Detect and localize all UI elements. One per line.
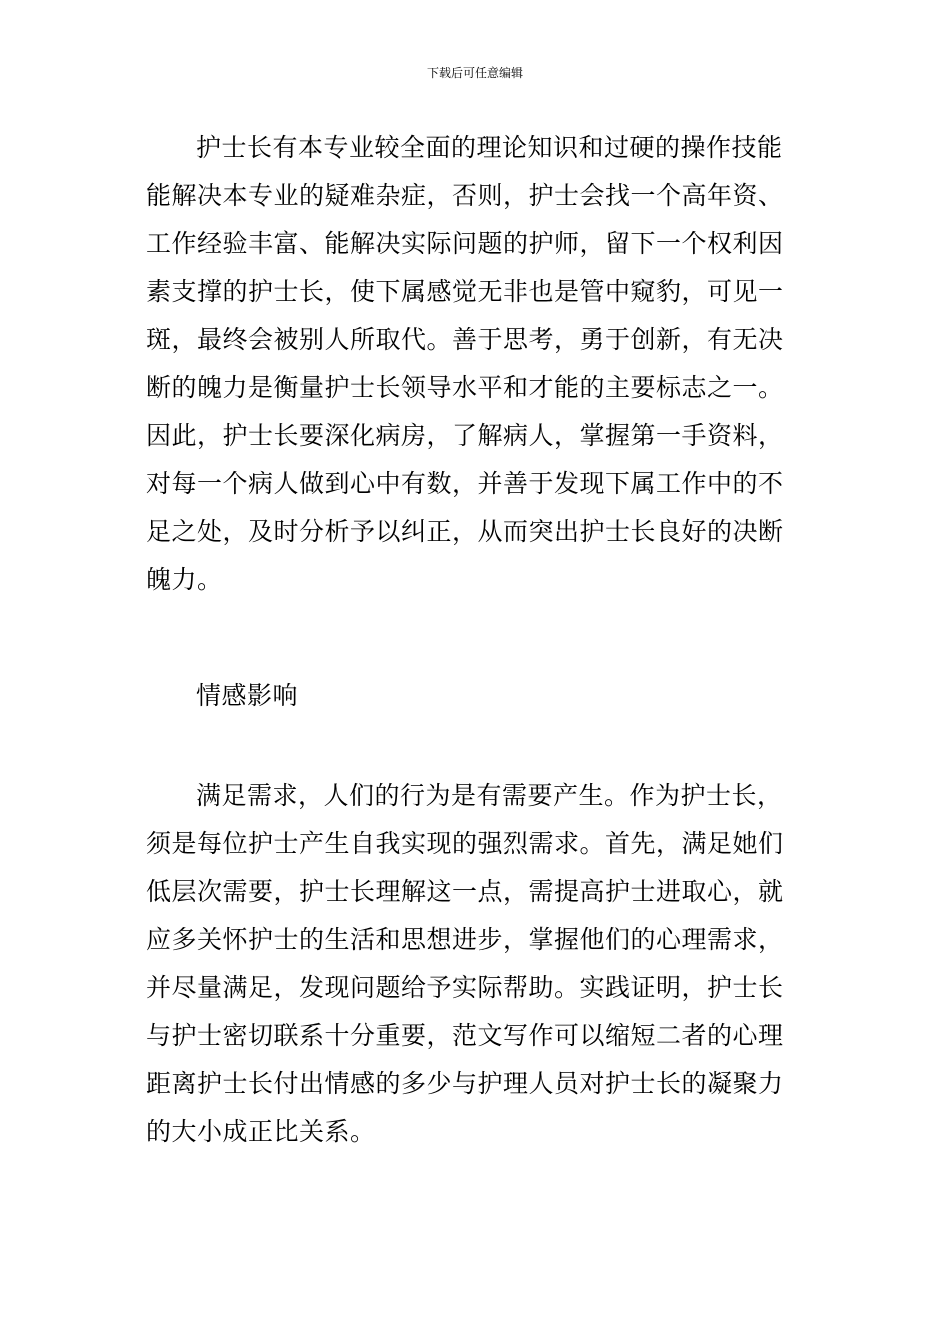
paragraph-line: 距离护士长付出情感的多少与护理人员对护士长的凝聚力 xyxy=(146,1069,784,1098)
paragraph-line: 工作经验丰富、能解决实际问题的护师，留下一个权利因 xyxy=(146,229,784,258)
paragraph-1 xyxy=(146,124,810,604)
paragraph-line: 斑，最终会被别人所取代。善于思考，勇于创新，有无决 xyxy=(146,325,784,354)
section-heading: 情感影响 xyxy=(196,681,299,710)
paragraph-line: 低层次需要，护士长理解这一点，需提高护士进取心，就 xyxy=(146,877,784,906)
section-heading-block xyxy=(146,672,810,720)
paragraph-line: 与护士密切联系十分重要，范文写作可以缩短二者的心理 xyxy=(146,1021,784,1050)
paragraph-line: 满足需求，人们的行为是有需要产生。作为护士长， xyxy=(196,781,783,810)
paragraph-line: 并尽量满足，发现问题给予实际帮助。实践证明，护士长 xyxy=(146,973,784,1002)
header-note: 下载后可任意编辑 xyxy=(426,66,523,80)
paragraph-line: 须是每位护士产生自我实现的强烈需求。首先，满足她们 xyxy=(146,829,784,858)
paragraph-line: 因此，护士长要深化病房，了解病人，掌握第一手资料， xyxy=(146,421,784,450)
paragraph-line: 素支撑的护士长，使下属感觉无非也是管中窥豹，可见一 xyxy=(146,277,784,306)
paragraph-2 xyxy=(146,772,810,1156)
paragraph-line: 护士长有本专业较全面的理论知识和过硬的操作技能 xyxy=(196,133,783,162)
paragraph-line: 能解决本专业的疑难杂症，否则，护士会找一个高年资、 xyxy=(146,181,784,210)
paragraph-line: 断的魄力是衡量护士长领导水平和才能的主要标志之一。 xyxy=(146,373,784,402)
paragraph-line: 魄力。 xyxy=(146,565,223,594)
paragraph-line: 的大小成正比关系。 xyxy=(146,1117,376,1146)
paragraph-line: 足之处，及时分析予以纠正，从而突出护士长良好的决断 xyxy=(146,517,784,546)
paragraph-line: 对每一个病人做到心中有数，并善于发现下属工作中的不 xyxy=(146,469,784,498)
paragraph-line: 应多关怀护士的生活和思想进步，掌握他们的心理需求， xyxy=(146,925,784,954)
